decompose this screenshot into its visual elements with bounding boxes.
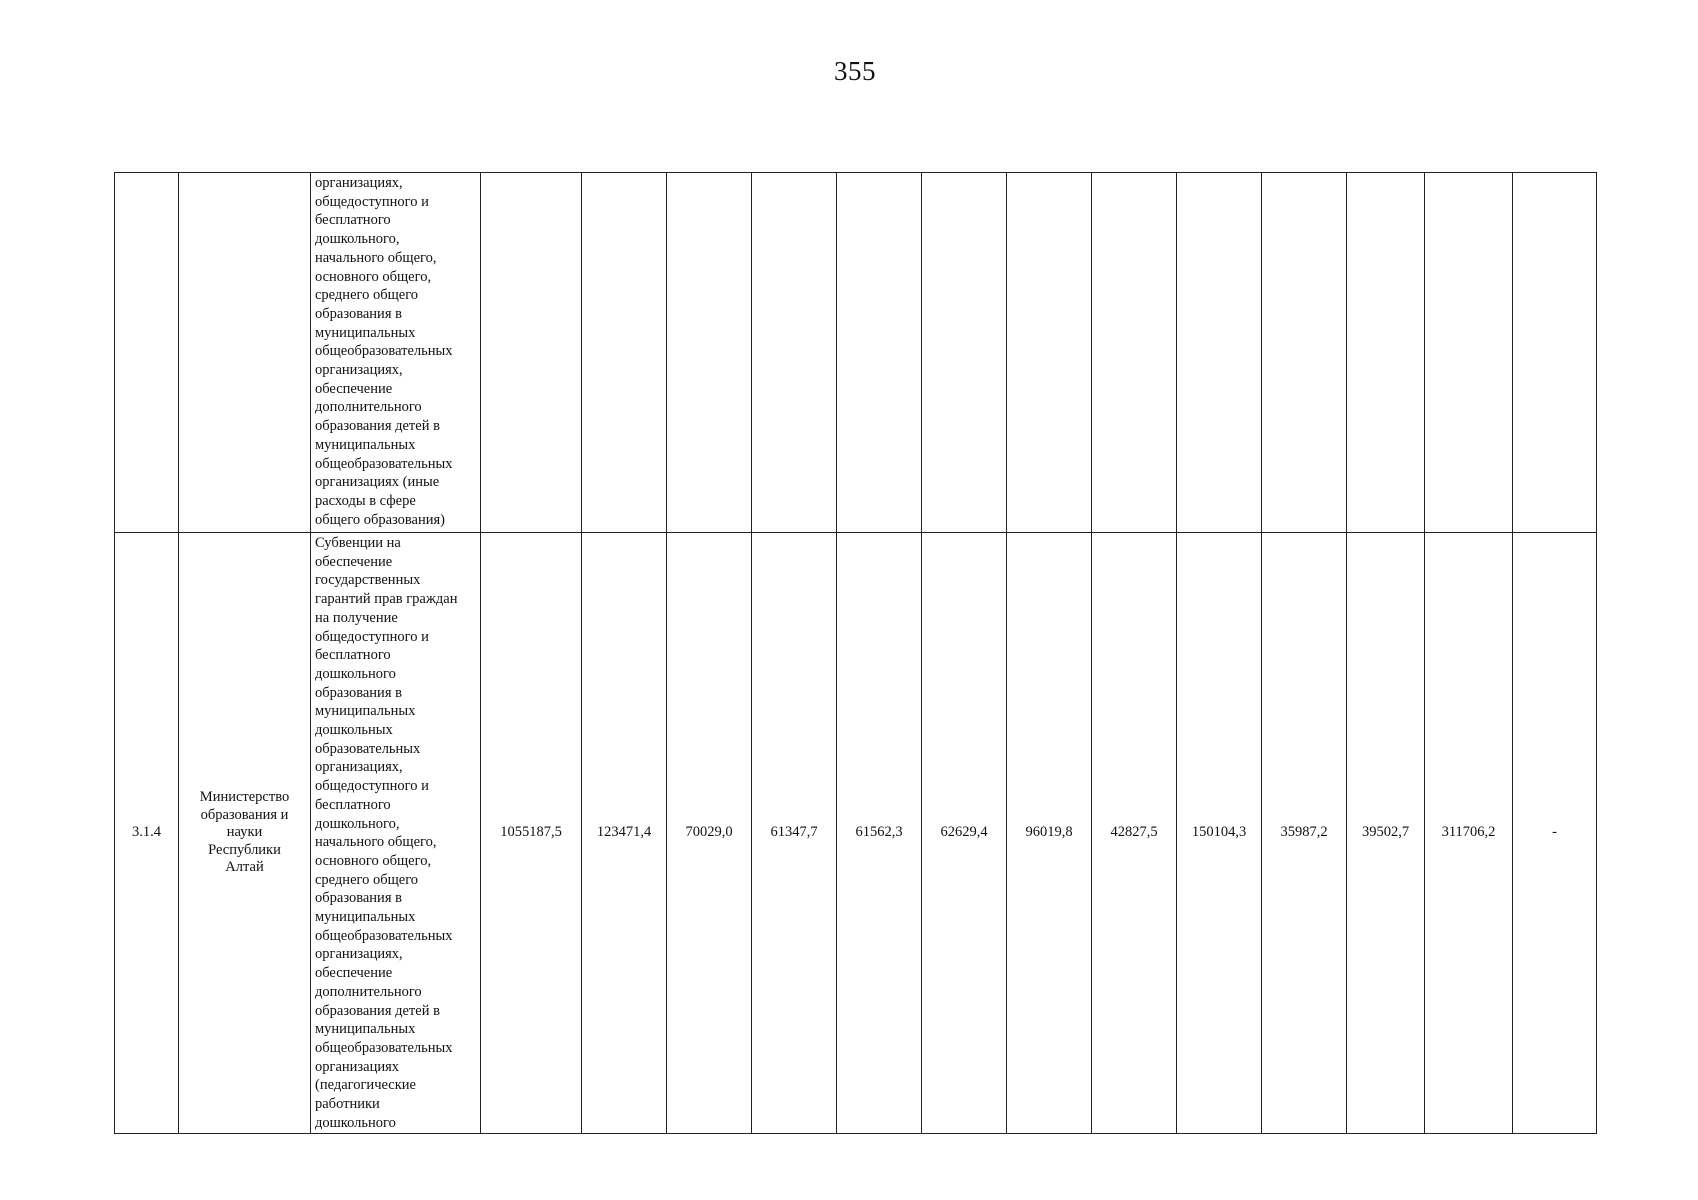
description-line: муниципальных bbox=[315, 324, 416, 341]
page-number: 355 bbox=[834, 56, 876, 86]
value-cell bbox=[922, 173, 1007, 533]
description-line: бесплатного bbox=[315, 212, 391, 229]
description-line: образования в bbox=[315, 305, 402, 322]
description-line: общеобразовательных bbox=[315, 343, 453, 360]
ministry-line: науки bbox=[226, 824, 263, 840]
value-cell: 62629,4 bbox=[922, 533, 1007, 1134]
description-line: общедоступного и bbox=[315, 778, 429, 795]
description-line: (педагогические bbox=[315, 1077, 416, 1094]
description-line: дошкольных bbox=[315, 722, 393, 739]
value-cell: 150104,3 bbox=[1177, 533, 1262, 1134]
description-line: общеобразовательных bbox=[315, 927, 453, 944]
description-line: общедоступного и bbox=[315, 628, 429, 645]
description-line: дополнительного bbox=[315, 399, 422, 416]
description-line: дошкольного, bbox=[315, 815, 400, 832]
description-line: начального общего, bbox=[315, 834, 437, 851]
description-line: организациях, bbox=[315, 175, 403, 191]
value-cell bbox=[1177, 173, 1262, 533]
value-cell: 42827,5 bbox=[1092, 533, 1177, 1134]
description-line: образования в bbox=[315, 890, 402, 907]
value-cell bbox=[1092, 173, 1177, 533]
ministry-line: Министерство bbox=[199, 789, 290, 805]
description-line: образования в bbox=[315, 684, 402, 701]
value-cell bbox=[667, 173, 752, 533]
value-cell bbox=[1262, 173, 1347, 533]
value-cell: 61347,7 bbox=[752, 533, 837, 1134]
ministry-line: образования и bbox=[200, 806, 289, 823]
value-cell bbox=[837, 173, 922, 533]
description-line: гарантий прав граждан bbox=[315, 591, 458, 608]
description-line: среднего общего bbox=[315, 287, 419, 304]
description-line: расходы в сфере bbox=[315, 492, 416, 509]
description-cell bbox=[311, 173, 481, 533]
value-cell bbox=[1347, 173, 1425, 533]
description-line: дошкольного bbox=[315, 665, 396, 682]
value-cell: 70029,0 bbox=[667, 533, 752, 1134]
description-line: организациях, bbox=[315, 362, 403, 379]
value-cell: 311706,2 bbox=[1425, 533, 1513, 1134]
description-line: дополнительного bbox=[315, 983, 422, 1000]
description-line: организациях, bbox=[315, 759, 403, 776]
description-line: общеобразовательных bbox=[315, 455, 453, 472]
ministry-line: Алтай bbox=[225, 859, 264, 875]
value-cell: 35987,2 bbox=[1262, 533, 1347, 1134]
description-line: общеобразовательных bbox=[315, 1039, 453, 1056]
description-line: муниципальных bbox=[315, 909, 416, 926]
ministry-cell bbox=[179, 533, 311, 1134]
value-cell: 96019,8 bbox=[1007, 533, 1092, 1134]
description-line: образования детей в bbox=[315, 418, 440, 435]
description-line: обеспечение bbox=[315, 553, 393, 570]
value-cell: 61562,3 bbox=[837, 533, 922, 1134]
value-cell bbox=[1007, 173, 1092, 533]
description-line: общедоступного и bbox=[315, 193, 429, 210]
value-cell bbox=[1513, 173, 1597, 533]
description-line: государственных bbox=[315, 572, 421, 589]
description-line: муниципальных bbox=[315, 436, 416, 453]
description-line: обеспечение bbox=[315, 380, 393, 397]
description-line: на получение bbox=[315, 609, 398, 626]
table-row bbox=[115, 533, 1597, 1134]
description-line: обеспечение bbox=[315, 965, 393, 982]
description-line: работники bbox=[315, 1096, 380, 1113]
description-line: дошкольного bbox=[315, 1114, 396, 1131]
description-line: среднего общего bbox=[315, 871, 419, 888]
value-cell bbox=[582, 173, 667, 533]
budget-table bbox=[114, 172, 1597, 1134]
description-line: общего образования) bbox=[315, 511, 446, 528]
description-line: бесплатного bbox=[315, 647, 391, 664]
value-cell bbox=[481, 173, 582, 533]
value-cell bbox=[752, 173, 837, 533]
row-number-cell: 3.1.4 bbox=[115, 533, 179, 1134]
description-line: дошкольного, bbox=[315, 231, 400, 248]
value-cell: - bbox=[1513, 533, 1597, 1134]
table-row bbox=[115, 173, 1597, 533]
description-line: основного общего, bbox=[315, 268, 432, 285]
value-cell: 1055187,5 bbox=[481, 533, 582, 1134]
description-cell bbox=[311, 533, 481, 1134]
value-cell: 39502,7 bbox=[1347, 533, 1425, 1134]
row-number-cell bbox=[115, 173, 179, 533]
description-line: образовательных bbox=[315, 740, 421, 757]
ministry-line: Республики bbox=[208, 841, 281, 858]
description-line: основного общего, bbox=[315, 852, 432, 869]
value-cell: 123471,4 bbox=[582, 533, 667, 1134]
description-line: муниципальных bbox=[315, 703, 416, 720]
ministry-cell bbox=[179, 173, 311, 533]
description-line: бесплатного bbox=[315, 796, 391, 813]
description-line: образования детей в bbox=[315, 1002, 440, 1019]
value-cell bbox=[1425, 173, 1513, 533]
description-line: Субвенции на bbox=[315, 535, 401, 551]
description-line: организациях (иные bbox=[315, 474, 440, 491]
description-line: организациях bbox=[315, 1058, 400, 1075]
description-line: начального общего, bbox=[315, 249, 437, 266]
description-line: организациях, bbox=[315, 946, 403, 963]
description-line: муниципальных bbox=[315, 1021, 416, 1038]
